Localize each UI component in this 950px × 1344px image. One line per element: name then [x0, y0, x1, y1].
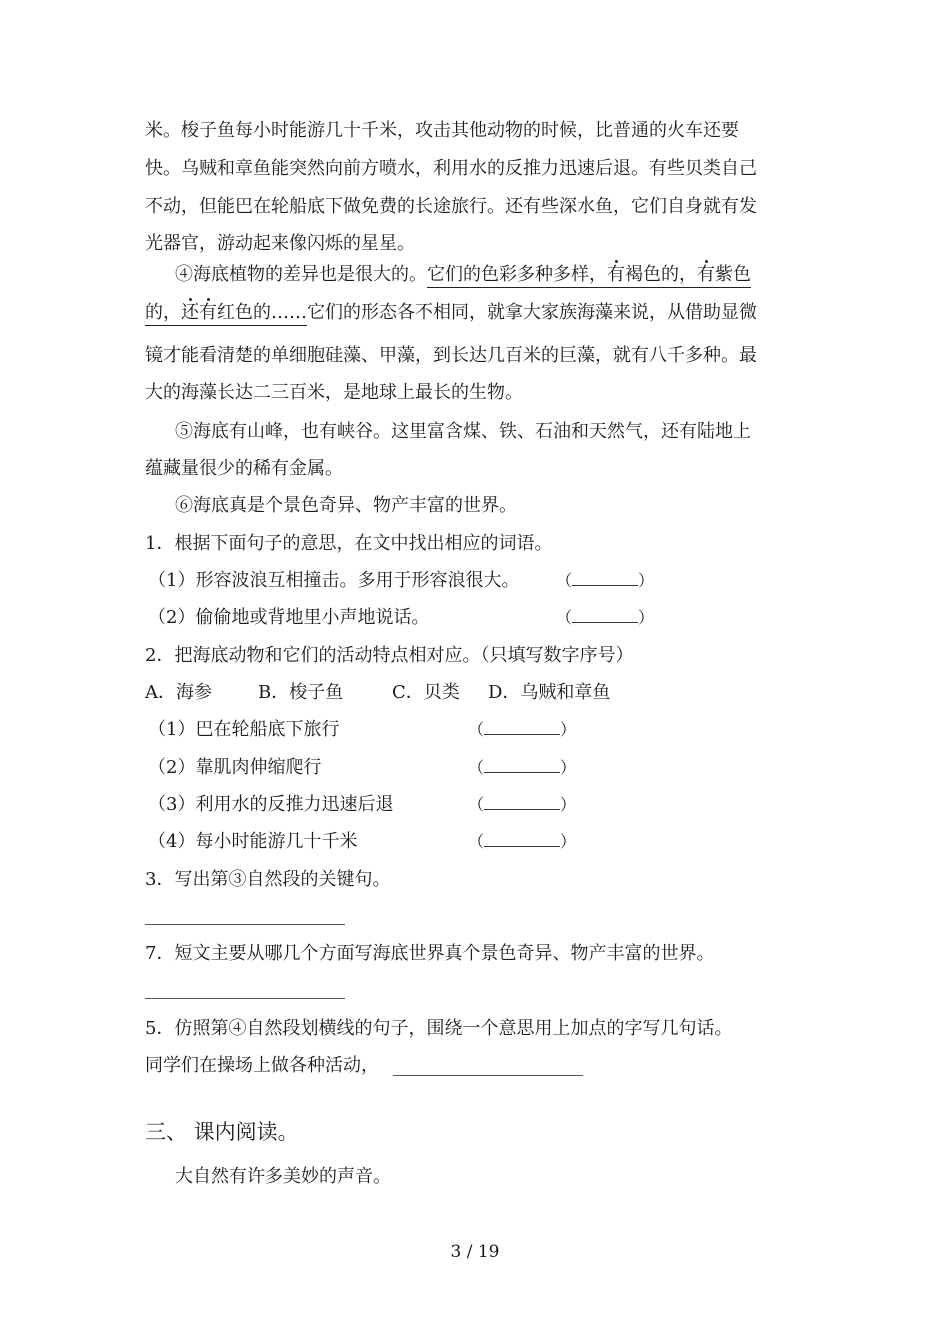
- passage-line: 大的海藻长达二三百米，是地球上最长的生物。: [145, 382, 523, 403]
- answer-line-q3[interactable]: [145, 924, 345, 925]
- dotted-char: 有: [697, 264, 715, 285]
- question-1-title: 1．根据下面句子的意思，在文中找出相应的词语。: [145, 533, 553, 554]
- answer-blank-q1-1[interactable]: （ ）: [556, 571, 655, 590]
- answer-blank-q2-3[interactable]: （ ）: [468, 795, 577, 814]
- question-2-item-1: （1）巴在轮船底下旅行: [148, 719, 340, 740]
- answer-blank-q2-1[interactable]: （ ）: [468, 720, 577, 739]
- passage-line: 快。乌贼和章鱼能突然向前方喷水，利用水的反推力迅速后退。有些贝类自己: [145, 158, 757, 179]
- question-3-title: 3．写出第③自然段的关键句。: [145, 869, 391, 890]
- question-2-title: 2．把海底动物和它们的活动特点相对应。（只填写数字序号）: [145, 645, 634, 666]
- answer-blank-q2-4[interactable]: （ ）: [468, 832, 577, 851]
- dotted-char: 有: [199, 302, 217, 323]
- answer-line-q5[interactable]: [393, 1075, 583, 1076]
- section-3-heading: 三、 课内阅读。: [145, 1120, 299, 1144]
- answer-blank-q2-2[interactable]: （ ）: [468, 758, 577, 777]
- question-2-item-4: （4）每小时能游几十千米: [148, 831, 358, 852]
- passage-text: 它们的形态各不相同，就拿大家族海藻来说，从借助显微: [307, 302, 757, 323]
- passage-line: 蕴藏量很少的稀有金属。: [145, 458, 343, 479]
- underlined-sentence: 它们的色彩多种多样，有褐色的，有紫色: [427, 264, 751, 288]
- question-1-item-1: （1）形容波浪互相撞击。多用于形容浪很大。: [148, 570, 520, 591]
- passage-text: ④海底植物的差异也是很大的。: [175, 264, 427, 285]
- question-2-item-3: （3）利用水的反推力迅速后退: [148, 794, 394, 815]
- dotted-char: 还: [181, 302, 199, 323]
- answer-blank-q1-2[interactable]: （ ）: [556, 608, 655, 627]
- option-d: D．乌贼和章鱼: [488, 682, 611, 703]
- option-a: A．海参: [145, 682, 212, 703]
- question-5-title: 5．仿照第④自然段划横线的句子，围绕一个意思用上加点的字写几句话。: [145, 1018, 733, 1039]
- passage-line: 米。梭子鱼每小时能游几十千米，攻击其他动物的时候，比普通的火车还要: [145, 120, 739, 141]
- passage-line: ⑥海底真是个景色奇异、物产丰富的世界。: [175, 495, 517, 516]
- underlined-sentence: 的，还有红色的……: [145, 302, 307, 326]
- paragraph-4-line-2: [145, 301, 757, 325]
- option-c: C．贝类: [392, 682, 460, 703]
- question-2-item-2: （2）靠肌肉伸缩爬行: [148, 757, 322, 778]
- passage-line: 不动，但能巴在轮船底下做免费的长途旅行。还有些深水鱼，它们自身就有发: [145, 196, 757, 217]
- question-1-item-2: （2）偷偷地或背地里小声地说话。: [148, 607, 430, 628]
- option-b: B．梭子鱼: [258, 682, 344, 703]
- passage-line: ⑤海底有山峰，也有峡谷。这里富含煤、铁、石油和天然气，还有陆地上: [175, 421, 751, 442]
- question-5-prompt: 同学们在操场上做各种活动，: [145, 1055, 379, 1076]
- paragraph-4-line-1: [175, 263, 751, 287]
- passage-line: 镜才能看清楚的单细胞硅藻、甲藻，到长达几百米的巨藻，就有八千多种。最: [145, 345, 757, 366]
- section-3-text: 大自然有许多美妙的声音。: [175, 1166, 391, 1187]
- dotted-char: 有: [607, 264, 625, 285]
- passage-line: 光器官，游动起来像闪烁的星星。: [145, 233, 415, 254]
- question-7-title: 7．短文主要从哪几个方面写海底世界真个景色奇异、物产丰富的世界。: [145, 943, 715, 964]
- answer-line-q7[interactable]: [145, 998, 345, 999]
- page-number: 3 / 19: [450, 1242, 500, 1262]
